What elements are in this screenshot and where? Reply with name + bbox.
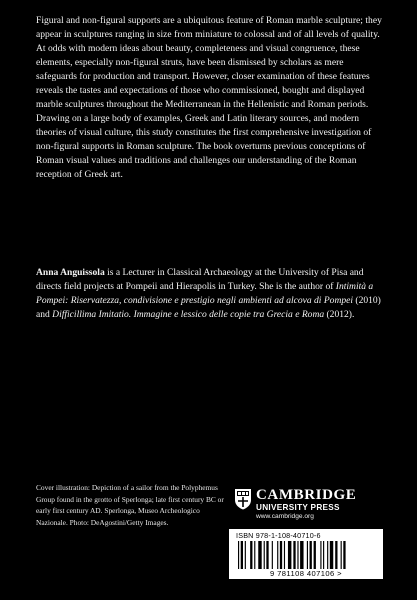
author-bio — [36, 266, 386, 322]
publisher-subtitle: UNIVERSITY PRESS — [256, 503, 340, 512]
book-title-2: Difficillima Imitatio. Immagine e lessico delle copie tra Grecia e Roma — [52, 309, 325, 320]
book-description: Figural and non-figural supports are a ubiquitous feature of Roman marble sculpture; they appear in sculptures ranging in size from miniature to colossal and of all levels of quality. At odds with modern ideas about beauty, completeness and visual congruence, these elements, especially non-figural struts, have been dismissed by scholars as mere safeguards for production and transport. However, closer examination of these features reveals the tastes and expectations of those who commissioned, bought and displayed marble sculptures throughout the Mediterranean in the Hellenistic and Roman periods. Drawing on a large body of examples, Greek and Latin literary sources, and modern theories of visual culture, this study constitutes the first comprehensive investigation of non-figural supports in Roman sculpture. The book overturns previous conceptions of Roman visual values and traditions and challenges our understanding of the Roman reception of Greek art. — [36, 15, 382, 180]
cambridge-shield-icon — [234, 488, 252, 510]
cover-illustration-caption: Cover illustration: Depiction of a sailor from the Polyphemus Group found in the grotto of Sperlonga; late first century BC or early first century AD. Sperlonga, Museo Archeologico Nazionale. Photo: DeAgostini/Getty Images. — [36, 483, 224, 527]
book-title-1: Intimità a Pompei: Riservatezza, condivisione e prestigio negli ambienti ad alcova di Pompei — [36, 281, 374, 306]
bio-text-1: is a Lecturer in Classical Archaeology at the University of Pisa and directs field projects at Pompeii and Hierapolis in Turkey. She is the author of — [36, 267, 364, 292]
bio-text-2: (2010) and — [36, 295, 381, 320]
barcode-digits: 9 781108 407106 > — [270, 569, 342, 578]
publisher-url: www.cambridge.org — [256, 513, 314, 520]
publisher-name: CAMBRIDGE — [256, 487, 357, 503]
barcode — [238, 541, 378, 569]
bio-text-3: (2012). — [324, 309, 355, 320]
author-name: Anna Anguissola — [36, 267, 105, 278]
isbn-label: ISBN 978-1-108-40710-6 — [236, 531, 321, 540]
